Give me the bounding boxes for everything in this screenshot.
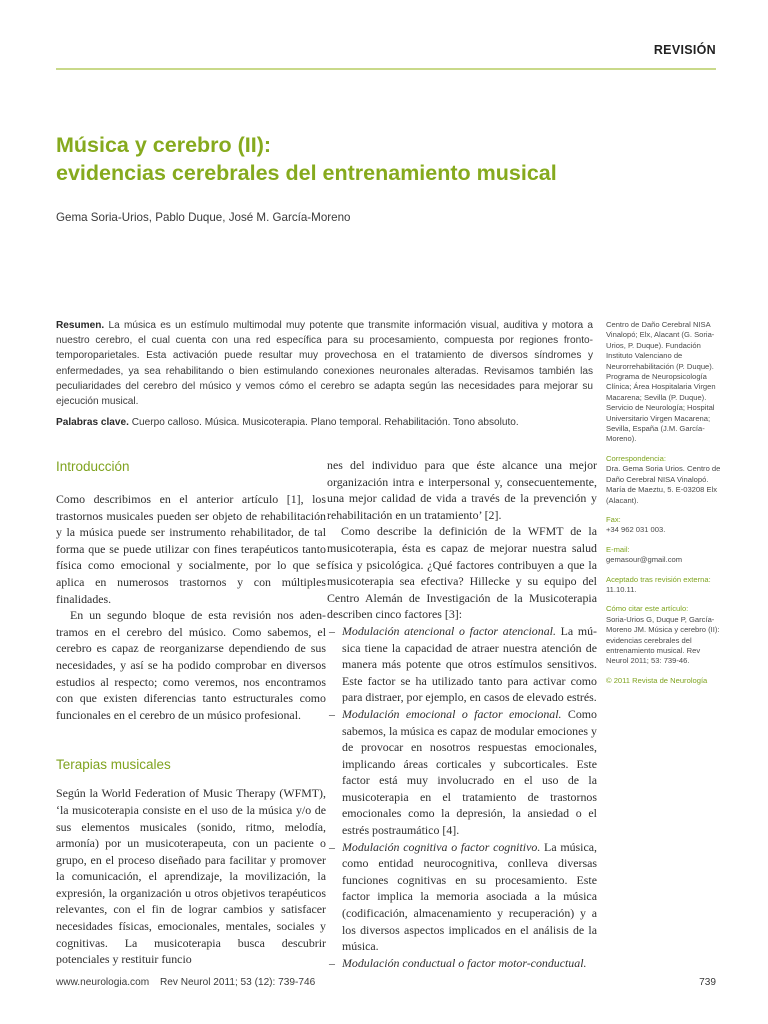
page-number: 739 (699, 977, 716, 988)
factor-text: Como sabemos, la música es capaz de modular emociones y de provocar en nosotros respuestas emocionales, implicando áreas corticales y subcorticales. Este factor está muy involucrado en el uso de la musicoterapia en el tratamiento de trastornos emocionales como la depresión, la ansiedad o el estrés postraumático [4]. (342, 706, 597, 838)
copyright-block (606, 676, 724, 686)
fax-block (606, 515, 724, 536)
factor-item (327, 706, 597, 839)
accepted-block (606, 575, 724, 596)
body-column-left (56, 457, 326, 968)
factor-text: La música, como entidad neurocognitiva, conlleva diversas funciones cognitivas en su procesamiento. Este factor implica la memoria asociada a la música (codificación, almacenamiento y recuperación) y a los diversos aspectos implicados en el análisis de la música. (342, 839, 597, 954)
introduction-heading: Introducción (56, 459, 130, 474)
accepted-label: Aceptado tras revisión externa: (606, 574, 711, 584)
journal-website-link[interactable]: www.neurologia.com (56, 977, 150, 988)
author-list: Gema Soria-Urios, Pablo Duque, José M. García-Moreno (56, 211, 351, 224)
affiliation-block (606, 320, 724, 445)
footer-citation (56, 977, 315, 988)
keywords-text: Cuerpo calloso. Música. Musicoterapia. Plano temporal. Rehabilitación. Tono absoluto. (131, 417, 519, 429)
factors-intro-paragraph: Como describe la definición de la WFMT de la musicoterapia, ésta es capaz de mejorar nuestra salud física y psicológica. ¿Qué factores contribuyen a que la musicoterapia sea efectiva? Hillecke y su equipo del Centro Alemán de Investigación de la Musicoterapia describen cinco factores [3]: (327, 524, 597, 622)
section-label: REVISIÓN (653, 43, 716, 57)
citation-label: Cómo citar este artículo: (606, 604, 689, 614)
journal-reference: Rev Neurol 2011; 53 (12): 739-746 (159, 977, 316, 988)
music-therapy-heading: Terapias musicales (56, 757, 171, 773)
citation-text: Soria-Urios G, Duque P, García-Moreno JM. Música y cerebro (II): evidencias cerebrales del entrenamiento musical. Rev Neurol 2011; 53: 739-46. (606, 614, 720, 666)
factors-list (327, 623, 597, 971)
factor-item (327, 623, 597, 706)
copyright-text: © 2011 Revista de Neurología (606, 675, 708, 685)
fax-label: Fax: (606, 514, 621, 524)
accepted-date: 11.10.11. (606, 584, 637, 594)
continuation-paragraph: nes del individuo para que éste alcance una mejor organización intra e interpersonal y, consecuentemente, una mejor calidad de vida a través de la prevención y rehabilitación en un tratamiento’ [2]. (327, 458, 597, 522)
factor-title: Modulación cognitiva o factor cognitivo. (342, 839, 541, 854)
fax-number: +34 962 031 003. (606, 525, 666, 535)
header-divider (56, 68, 716, 70)
factor-item (327, 839, 597, 955)
article-title (56, 131, 656, 187)
article-title-line1: Música y cerebro (II): (56, 133, 272, 157)
body-column-right (327, 457, 597, 971)
article-sidebar (606, 320, 724, 695)
factor-item (327, 955, 597, 972)
factor-text: La música tiene la capacidad de atraer nuestra atención de manera más potente que otros estímulos sensitivos. Este factor se ha utilizado tanto para activar como para distraer, por ejemplo, en casos de elevado estrés. (342, 623, 597, 705)
abstract-label: Resumen. (56, 320, 105, 331)
abstract-text: La música es un estímulo multimodal muy potente que transmite información visual, auditiva y motora a nuestro cerebro, el cual cuenta con una red específica para su procesamiento, compuesta por regiones fronto-temporoparietales. Esta activación puede resultar muy provechosa en el tratamiento de diversos síndromes y enfermedades, ya sea rehabilitando o bien estimulando conexiones neuronales alteradas. Revisamos también las peculiaridades del cerebro del músico y vemos cómo el cerebro se adapta según las necesidades para mejorar su ejecución musical. (56, 320, 593, 408)
keywords-label: Palabras clave. (56, 417, 129, 429)
email-address[interactable]: gemasour@gmail.com (606, 555, 683, 565)
email-block (606, 545, 724, 566)
article-title-line2: evidencias cerebrales del entrenamiento musical (56, 161, 557, 185)
keywords-paragraph (56, 415, 593, 430)
music-therapy-paragraph: Según la World Federation of Music Therapy (WFMT), ‘la musicoterapia consiste en el uso de la música y/o de sus elementos musicales (sonido, ritmo, melodía, armonía) por un musicoterapeuta, con un paciente o grupo, en el proceso diseñado para facilitar y promover la comunicación, el aprendizaje, la movilización, la expresión, la organización u otros objetivos terapéuticos relevantes, con el fin de lograr cambios y satisfacer necesidades físicas, emocionales, mentales, sociales y cognitivas. La musicoterapia busca descubrir potenciales y restituir funcio (56, 786, 326, 967)
correspondence-block (606, 454, 724, 506)
intro-paragraph-1: Como describimos en el anterior artículo [1], los trastornos musicales pueden ser objeto de rehabilitación y la música puede ser instrumento rehabilitador, de tal forma que se puede utilizar con fines terapéuticos tanto física como emocional y socialmente, por lo que se aplica en numerosos trastornos y con múltiples finalidades. (56, 492, 326, 606)
factor-title: Modulación emocional o factor emocional. (342, 706, 562, 721)
email-label: E-mail: (606, 544, 630, 554)
correspondence-label: Correspondencia: (606, 453, 666, 463)
affiliation-text: Centro de Daño Cerebral NISA Vinalopó; Elx, Alacant (G. Soria-Urios, P. Duque). Fundación Instituto Valenciano de Neurorrehabilitación (P. Duque). Programa de Neuropsicología Clínica; Área Hospitalaria Virgen Macarena; Sevilla (P. Duque). Servicio de Neurología; Hospital Universitario Virgen Macarena; Sevilla, España (J.M. García-Moreno). (606, 320, 716, 444)
factor-title: Modulación conductual o factor motor-conductual. (342, 955, 587, 970)
abstract (56, 318, 593, 430)
citation-block (606, 604, 724, 666)
intro-paragraph-2: En un segundo bloque de esta revisión nos adentramos en el cerebro del músico. Como sabemos, el cerebro es capaz de reorganizarse dependiendo de sus necesidades, y así se ha podido comprobar en diversos estudios al respecto; como veremos, nos encontramos con que existen diferencias tanto estructurales como funcionales en el cerebro de un músico profesional. (56, 608, 326, 722)
abstract-paragraph (56, 318, 593, 409)
factor-title: Modulación atencional o factor atencional. (342, 623, 556, 638)
correspondence-text: Dra. Gema Soria Urios. Centro de Daño Cerebral NISA Vinalopó. María de Maeztu, 5. E-03208 Elx (Alacant). (606, 464, 721, 505)
